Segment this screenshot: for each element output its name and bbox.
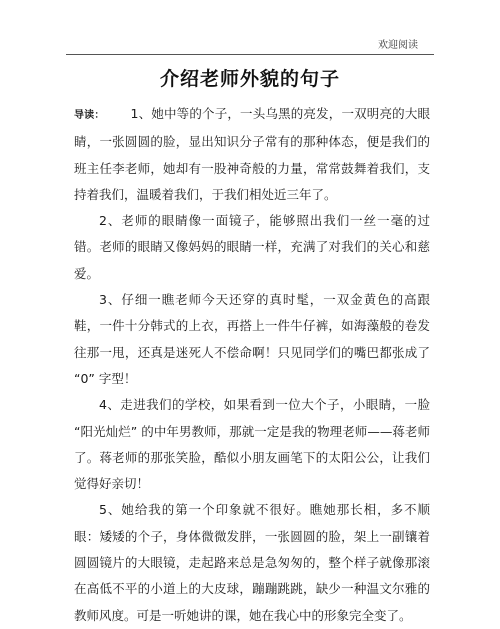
paragraph-5: 5、她给我的第一个印象就不很好。瞧她那长相，多不顺眼：矮矮的个子，身体微微发胖，一张圆圆的脸，架上一副镶着圆圆镜片的大眼镜，走起路来总是急匆匆的，整个样子就像那滚在高低不平的小道上的大皮球，蹦蹦跳跳，缺少一种温文尔雅的教师风度。可是一听她讲的课，她在我心中的形象完全变了。 bbox=[74, 502, 430, 623]
paragraph-4: 4、走进我们的学校，如果看到一位大个子，小眼睛，一脸 “阳光灿烂” 的中年男教师，那就一定是我的物理老师——蒋老师了。蒋老师的那张笑脸，酷似小朋友画笔下的太阳公公，让我们觉得好亲切！ bbox=[74, 397, 430, 492]
header-note: 欢迎阅读 bbox=[378, 40, 418, 51]
paragraph-3: 3、仔细一瞧老师今天还穿的真时髦，一双金黄色的高跟鞋，一件十分韩式的上衣，再搭上一件牛仔裤，如海藻般的卷发往那一甩，还真是迷死人不偿命啊！只见同学们的嘴巴都张成了 “0” 字型！ bbox=[74, 292, 430, 386]
header-divider bbox=[66, 54, 434, 55]
paragraph-1-text: 1、她中等的个子，一头乌黑的亮发，一双明亮的大眼睛，一张圆圆的脸，显出知识分子常有的那种体态，便是我们的班主任李老师，她却有一股神奇般的力量，常常鼓舞着我们，支持着我们，温暖着我们，于我们相处近三年了。 bbox=[74, 106, 430, 202]
article-title: 介绍老师外貌的句子 bbox=[159, 68, 340, 90]
paragraph-1 bbox=[74, 101, 430, 208]
article-body bbox=[74, 101, 430, 629]
paragraph-2: 2、老师的眼睛像一面镜子，能够照出我们一丝一毫的过错。老师的眼睛又像妈妈的眼睛一样，充满了对我们的关心和慈爱。 bbox=[74, 213, 430, 281]
lead-label: 导读： bbox=[74, 110, 105, 121]
